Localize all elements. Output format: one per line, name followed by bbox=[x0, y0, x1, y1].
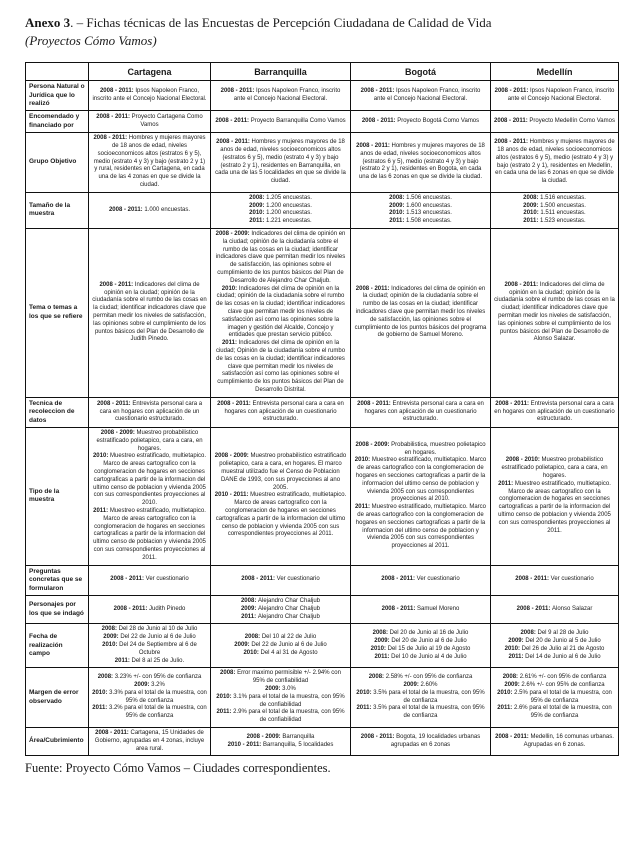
year-prefix: 2008: bbox=[244, 634, 262, 641]
cell-line: 2010: 3.3% para el total de la muestra, con 95% de confianza bbox=[92, 689, 207, 704]
cell-line: 2011: 3.5% para el total de la muestra, con 95% de confianza bbox=[356, 705, 485, 720]
cell-line: 2008 - 2011: Ipsos Napoleon Franco, inscrito ante el Concejo Nacional Electoral. bbox=[220, 87, 341, 102]
city-header: Medellín bbox=[491, 63, 619, 81]
row-label: Tema o temas a los que se refiere bbox=[26, 229, 89, 398]
year-prefix: 2009: bbox=[234, 641, 252, 648]
year-prefix: 2010: bbox=[102, 641, 120, 648]
header-row bbox=[26, 63, 619, 81]
table-cell bbox=[89, 397, 211, 427]
cell-line: 2009: Alejandro Char Chaljub bbox=[240, 605, 321, 612]
year-prefix: 2011: bbox=[354, 504, 372, 511]
year-prefix: 2011: bbox=[249, 218, 266, 225]
table-cell bbox=[351, 229, 491, 398]
table-cell bbox=[491, 668, 619, 728]
cell-line: 2009: 2.6% +/- con 95% de confianza bbox=[504, 682, 605, 689]
year-prefix: 2010: bbox=[243, 649, 261, 656]
year-prefix: 2009: bbox=[523, 202, 541, 209]
year-prefix: 2008 - 2011: bbox=[360, 87, 396, 94]
cell-line: 2011: Del 14 de Junio al 6 de Julio bbox=[508, 653, 601, 660]
year-prefix: 2008: bbox=[372, 630, 390, 637]
table-cell bbox=[491, 624, 619, 668]
table-cell bbox=[211, 428, 351, 566]
cell-line: 2009: 3.2% bbox=[134, 682, 165, 689]
year-prefix: 2008 - 2011: bbox=[99, 281, 135, 288]
year-prefix: 2009: bbox=[504, 682, 522, 689]
cell-line: 2010: 2.5% para el total de la muestra, con 95% de confianza bbox=[497, 689, 612, 704]
year-prefix: 2009: bbox=[389, 202, 407, 209]
year-prefix: 2010: bbox=[221, 285, 239, 292]
table-cell bbox=[351, 624, 491, 668]
cell-line: 2008: 1.205 encuestas. bbox=[249, 194, 312, 201]
table-cell bbox=[89, 428, 211, 566]
table-cell bbox=[351, 727, 491, 755]
table-cell bbox=[89, 727, 211, 755]
cell-line: 2008: 1.516 encuestas. bbox=[523, 194, 586, 201]
cell-line: 2008 - 2011: Entrevista personal cara a cara en hogares con aplicación de un cuestionario estructurado. bbox=[217, 400, 344, 423]
table-cell bbox=[491, 133, 619, 193]
year-prefix: 2008: bbox=[249, 194, 267, 201]
table-cell bbox=[211, 727, 351, 755]
year-prefix: 2008: bbox=[520, 630, 538, 637]
table-cell bbox=[89, 192, 211, 228]
table-row bbox=[26, 192, 619, 228]
row-label: Encomendado y financiado por bbox=[26, 111, 89, 133]
cell-line: 2008 - 2011: Alonso Salazar bbox=[516, 605, 593, 612]
table-cell bbox=[351, 428, 491, 566]
year-prefix: 2008: bbox=[368, 674, 386, 681]
year-prefix: 2011: bbox=[498, 480, 515, 487]
row-label: Fecha de realización campo bbox=[26, 624, 89, 668]
table-cell bbox=[351, 565, 491, 595]
cell-line: 2010: 1.511 encuestas. bbox=[523, 210, 586, 217]
year-prefix: 2009: bbox=[265, 685, 283, 692]
cell-line: 2008: Error maximo permisible +/- 2.94% con 95% de confiabilidad bbox=[220, 670, 341, 685]
year-prefix: 2008 - 2009: bbox=[214, 453, 251, 460]
cell-line: 2009: 1.200 encuestas. bbox=[249, 202, 312, 209]
cell-line: 2010: 1.513 encuestas. bbox=[389, 210, 452, 217]
year-prefix: 2008 - 2011: bbox=[108, 206, 145, 213]
row-label: Tamaño de la muestra bbox=[26, 192, 89, 228]
cell-line: 2011: Del 8 al 25 de Julio. bbox=[114, 657, 185, 664]
cell-line: 2008 - 2011: Entrevista personal cara a cara en hogares con aplicación de un cuestionario estructurado. bbox=[494, 400, 615, 423]
row-label: Grupo Objetivo bbox=[26, 133, 89, 193]
year-prefix: 2008 - 2011: bbox=[381, 576, 417, 583]
table-row bbox=[26, 595, 619, 623]
cell-line: 2010: Muestreo estratificado, multietapico. Marco de areas cartografico con la conglomeracion de hogares en secciones cartograficas a partir de la informacion del ultimo censo de poblacion y vivienda 2005 con sus correspondientes proyecciones al 2010. bbox=[92, 453, 207, 507]
fichas-tecnicas-table bbox=[25, 62, 619, 756]
year-prefix: 2011: bbox=[114, 657, 132, 664]
table-cell bbox=[351, 81, 491, 111]
year-prefix: 2010: bbox=[370, 645, 388, 652]
cell-line: 2008 - 2009: Probabilistica, muestreo polietapico en hogares. bbox=[355, 441, 486, 456]
cell-line: 2008 - 2011: Entrevista personal cara a cara en hogares con aplicación de un cuestionario estructurado. bbox=[357, 400, 484, 423]
year-prefix: 2008 - 2011: bbox=[93, 135, 129, 142]
cell-line: 2008 - 2011: Hombres y mujeres mayores de 18 anos de edad, niveles socioeconomicos altos (estratos 6 y 5), medio (estrato 4 y 3) y bajo (estrato 2 y 1), residentes en Bogota, en cada una de las 6 zonas en que se divide la ciudad. bbox=[356, 143, 485, 181]
year-prefix: 2010: bbox=[354, 457, 372, 464]
cell-line: 2008 - 2011: Medellin, 16 comunas urbanas. Agrupadas en 6 zonas. bbox=[495, 733, 614, 748]
cell-line: 2008: Del 20 de Junio al 16 de Julio bbox=[372, 630, 469, 637]
year-prefix: 2008: bbox=[502, 674, 520, 681]
cell-line: 2008 - 2011: Proyecto Bogotá Como Vamos bbox=[361, 117, 480, 124]
cell-line: 2010: 3.1% para el total de la muestra, con 95% de confiabilidad bbox=[216, 693, 345, 708]
year-prefix: 2008 - 2011: bbox=[504, 281, 540, 288]
year-prefix: 2009: bbox=[103, 634, 121, 641]
cell-line: 2008 - 2011: Hombres y mujeres mayores de 18 anos de edad, niveles socioeconomicos altos (estratos 6 y 5), medio (estrato 4 y 3) y bajo (estrato 2 y 1), residentes en Medellin, en cada una de las 6 zonas en que se divide la ciudad. bbox=[494, 139, 615, 185]
city-header: Cartagena bbox=[89, 63, 211, 81]
cell-line: 2011: Indicadores del clima de opinión en la ciudad; Opinión de la ciudadanía sobre el rumbo de las cosas en la ciudad; identificar indicadores clave que permitan medir los niveles de satisfacción así como las opiniones sobre el cumplimiento de los puntos básicos del Plan de Desarrollo Distrital. bbox=[215, 340, 346, 393]
year-prefix: 2008: bbox=[220, 670, 238, 677]
table-cell bbox=[89, 595, 211, 623]
cell-line: 2008 - 2011: Cartagena, 15 Unidades de Gobierno, agrupadas en 4 zonas, incluye area rural. bbox=[94, 729, 205, 752]
year-prefix: 2008 - 2011: bbox=[494, 139, 530, 146]
table-cell bbox=[89, 229, 211, 398]
cell-line: 2010: Muestreo estratificado, multietapico. Marco de areas cartografico con la conglomeracion de hogares en secciones cartograficas a partir de la informacion del ultimo censo de poblacion y vivienda 2005 con sus correspondientes proyecciones al 2010. bbox=[354, 457, 487, 503]
year-prefix: 2008 - 2011: bbox=[96, 114, 132, 121]
year-prefix: 2011: bbox=[241, 613, 258, 620]
year-prefix: 2008 - 2011: bbox=[515, 576, 551, 583]
source-footer: Fuente: Proyecto Cómo Vamos – Ciudades correspondientes. bbox=[25, 761, 331, 776]
year-prefix: 2010: bbox=[389, 210, 407, 217]
cell-line: 2010: Del 15 de Julio al 19 de Agosto bbox=[370, 645, 471, 652]
cell-line: 2011: 1.508 encuestas. bbox=[389, 218, 452, 225]
year-prefix: 2011: bbox=[508, 653, 526, 660]
year-prefix: 2008 - 2011: bbox=[361, 117, 398, 124]
year-prefix: 2011: bbox=[374, 653, 392, 660]
row-label: Persona Natural o Jurídica que lo realizó bbox=[26, 81, 89, 111]
cell-line: 2010: Indicadores del clima de opinión en la ciudad; opinión de la ciudadanía sobre el rumbo de las cosas en la ciudad; identificar indicadores clave que permitan medir los niveles de satisfacción así como las opiniones sobre la imagen y gestión del Alcalde, Concejo y entidades que prestan servicio público. bbox=[216, 285, 345, 339]
year-prefix: 2008 - 2011: bbox=[216, 139, 252, 146]
cell-line: 2008: 2.61% +/- con 95% de confianza bbox=[502, 674, 607, 681]
year-prefix: 2008 - 2011: bbox=[241, 576, 277, 583]
year-prefix: 2011: bbox=[221, 340, 239, 347]
year-prefix: 2009: bbox=[240, 605, 258, 612]
cell-line: 2008: 1.506 encuestas. bbox=[389, 194, 452, 201]
year-prefix: 2010: bbox=[356, 689, 374, 696]
row-label: Preguntas concretas que se formularon bbox=[26, 565, 89, 595]
table-cell bbox=[491, 565, 619, 595]
year-prefix: 2008 - 2011: bbox=[113, 605, 149, 612]
year-prefix: 2008 - 2009: bbox=[246, 733, 283, 740]
cell-line: 2008 - 2009: Indicadores del clima de opinión en la ciudad; opinión de la ciudadanía sobre el rumbo de las cosas en la ciudad; identificar indicadores clave que permitan medir los niveles de satisfacción, las opiniones sobre el cumplimiento de los puntos básicos del Plan de Desarrollo de Alejandro Char Chaljub. bbox=[215, 231, 346, 284]
year-prefix: 2008 - 2011: bbox=[96, 400, 133, 407]
cell-line: 2008 - 2011: Indicadores del clima de opinión en la ciudad; opinión de la ciudadanía sobre el rumbo de las cosas en la ciudad; identificar indicadores clave que permitan medir los niveles de satisfacción, las opiniones sobre el cumplimiento de los puntos básicos del programa de gobierno de Samuel Moreno. bbox=[354, 285, 487, 339]
cell-line: 2010: Del 24 de Septiembre al 6 de Octubre bbox=[102, 641, 197, 656]
table-cell bbox=[351, 397, 491, 427]
year-prefix: 2011: bbox=[92, 705, 109, 712]
cell-line: 2008 - 2011: Bogota, 19 localidades urbanas agrupadas en 6 zonas bbox=[360, 733, 481, 748]
table-cell bbox=[211, 565, 351, 595]
cell-line: 2008 - 2011: Hombres y mujeres mayores de 18 anos de edad, niveles socioeconomicos altos (estratos 6 y 5), medio (estrato 4 y 3) y bajo (estrato 2 y 1), residentes en Barranquilla, en cada una de las 5 localidades en que se divide la ciudad. bbox=[215, 139, 346, 185]
cell-line: 2010: Del 4 al 31 de Agosto bbox=[243, 649, 318, 656]
cell-line: 2008 - 2011: Proyecto Medellín Como Vamos bbox=[494, 117, 615, 124]
table-cell bbox=[491, 595, 619, 623]
cell-line: 2008 - 2011: Hombres y mujeres mayores de 18 anos de edad, niveles socioeconomicos altos (estratos 6 y 5), medio (estrato 4 y 3) y bajo (estrato 2 y 1) y rural, residentes en Cartagena, en cada una de las 4 zonas en que se divide la ciudad. bbox=[93, 135, 206, 189]
cell-line: 2008 - 2011: Entrevista personal cara a cara en hogares con aplicación de un cuestionario estructurado. bbox=[96, 400, 203, 423]
year-prefix: 2010: bbox=[249, 210, 267, 217]
table-cell bbox=[89, 133, 211, 193]
table-row bbox=[26, 668, 619, 728]
cell-line: 2008 - 2011: Ver cuestionario bbox=[110, 576, 189, 583]
cell-line: 2008 - 2009: Barranquilla bbox=[246, 733, 315, 740]
city-header: Barranquilla bbox=[211, 63, 351, 81]
year-prefix: 2008 - 2011: bbox=[217, 400, 253, 407]
table-cell bbox=[491, 428, 619, 566]
year-prefix: 2009: bbox=[508, 638, 526, 645]
year-prefix: 2008: bbox=[97, 674, 115, 681]
title-rest: . – Fichas técnicas de las Encuestas de Percepción Ciudadana de Calidad de Vida bbox=[70, 15, 492, 30]
cell-line: 2008 - 2011: Ipsos Napoleon Franco, inscrito ante el Concejo Nacional Electoral. bbox=[92, 87, 207, 102]
cell-line: 2009: 3.0% bbox=[265, 685, 296, 692]
year-prefix: 2010 - 2011: bbox=[214, 492, 251, 499]
cell-line: 2008 - 2011: Judith Pinedo bbox=[113, 605, 186, 612]
year-prefix: 2010: bbox=[216, 693, 234, 700]
cell-line: 2008 - 2009: Muestreo probabilistico estratificado polietapico, cara a cara, en hogares. bbox=[96, 430, 203, 452]
title-subtitle: (Proyectos Cómo Vamos) bbox=[25, 32, 157, 48]
year-prefix: 2008 - 2011: bbox=[357, 400, 393, 407]
cell-line: 2009: 2.60% bbox=[403, 682, 438, 689]
year-prefix: 2008 - 2011: bbox=[356, 143, 392, 150]
year-prefix: 2008 - 2011: bbox=[99, 87, 136, 94]
cell-line: 2011: Alejandro Char Chaljub bbox=[241, 613, 320, 620]
table-cell bbox=[211, 111, 351, 133]
table-cell bbox=[491, 727, 619, 755]
year-prefix: 2008 - 2011: bbox=[495, 733, 531, 740]
cell-line: 2008 - 2011: Indicadores del clima de opinión en la ciudad; opinión de la ciudadanía sobre el rumbo de las cosas en la ciudad; identificar indicadores clave que permitan medir los niveles de satisfacción, las opiniones sobre el cumplimiento de los puntos básicos del Plan de Desarrollo de Judith Pinedo. bbox=[92, 281, 207, 343]
table-cell bbox=[491, 111, 619, 133]
cell-line: 2008 - 2011: Samuel Moreno bbox=[381, 605, 460, 612]
table-cell bbox=[89, 668, 211, 728]
cell-line: 2009: Del 20 de Junio al 6 de Julio bbox=[374, 638, 467, 645]
table-cell bbox=[211, 192, 351, 228]
table-cell bbox=[211, 668, 351, 728]
table-row bbox=[26, 111, 619, 133]
cell-line: 2008: 2.58% +/- con 95% de confianza bbox=[368, 674, 473, 681]
cell-line: 2010: 3.5% para el total de la muestra, con 95% de confianza bbox=[356, 689, 485, 704]
cell-line: 2009: 1.600 encuestas. bbox=[389, 202, 452, 209]
year-prefix: 2009: bbox=[374, 638, 392, 645]
cell-line: 2011: 2.9% para el total de la muestra, con 95% de confiabilidad bbox=[216, 709, 345, 724]
cell-line: 2011: Muestreo estratificado, multietapico. Marco de areas cartografico con la conglomeracion de hogares en secciones cartograficas a partir de la informacion del ultimo censo de poblacion y vivienda 2005 con sus correspondientes proyecciones al 2011. bbox=[354, 504, 487, 550]
cell-line: 2008 - 2011: Ipsos Napoleon Franco, inscrito ante el Concejo Nacional Electoral. bbox=[494, 87, 615, 102]
cell-line: 2011: 1.221 encuestas. bbox=[249, 218, 312, 225]
table-cell bbox=[211, 595, 351, 623]
year-prefix: 2011: bbox=[356, 705, 374, 712]
table-cell bbox=[211, 81, 351, 111]
year-prefix: 2008 - 2011: bbox=[110, 576, 146, 583]
year-prefix: 2009: bbox=[403, 682, 421, 689]
table-cell bbox=[211, 133, 351, 193]
cell-line: 2011: 1.523 encuestas. bbox=[523, 218, 586, 225]
cell-line: 2008 - 2011: Ver cuestionario bbox=[515, 576, 594, 583]
year-prefix: 2009: bbox=[134, 682, 152, 689]
table-cell bbox=[491, 397, 619, 427]
year-prefix: 2009: bbox=[249, 202, 267, 209]
cell-line: 2008: Alejandro Char Chaljub bbox=[240, 597, 321, 604]
row-label: Tecnica de recoleccion de datos bbox=[26, 397, 89, 427]
year-prefix: 2008 - 2009: bbox=[215, 231, 252, 238]
corner-cell bbox=[26, 63, 89, 81]
cell-line: 2009: Del 22 de Junio al 6 de Julio bbox=[103, 634, 196, 641]
table-row bbox=[26, 133, 619, 193]
table-cell bbox=[351, 668, 491, 728]
year-prefix: 2008 - 2011: bbox=[95, 729, 131, 736]
cell-line: 2008 - 2011: Indicadores del clima de opinión en la ciudad; opinión de la ciudadanía sobre el rumbo de las cosas en la ciudad; identificar indicadores clave que permitan medir los niveles de satisfacción, las opiniones sobre el cumplimiento de los puntos básicos del Plan de Desarrollo de Alonso Salazar. bbox=[494, 281, 615, 343]
year-prefix: 2010: bbox=[523, 210, 541, 217]
year-prefix: 2008 - 2010: bbox=[505, 457, 542, 464]
cell-line: 2010: Del 26 de Julio al 21 de Agosto bbox=[504, 645, 605, 652]
table-row bbox=[26, 397, 619, 427]
year-prefix: 2008 - 2011: bbox=[360, 733, 397, 740]
year-prefix: 2011: bbox=[523, 218, 540, 225]
year-prefix: 2008 - 2011: bbox=[494, 117, 530, 124]
cell-line: 2008: Del 9 al 28 de Julio bbox=[520, 630, 589, 637]
year-prefix: 2008: bbox=[523, 194, 541, 201]
cell-line: 2008 - 2011: Ipsos Napoleon Franco, inscrito ante el Concejo Nacional Electoral. bbox=[360, 87, 481, 102]
year-prefix: 2008 - 2011: bbox=[215, 117, 251, 124]
table-cell bbox=[351, 111, 491, 133]
table-cell bbox=[351, 192, 491, 228]
table-cell bbox=[491, 229, 619, 398]
year-prefix: 2008 - 2009: bbox=[355, 441, 392, 448]
table-cell bbox=[211, 229, 351, 398]
cell-line: 2008: Del 28 de Junio al 10 de Julio bbox=[101, 626, 198, 633]
table-cell bbox=[351, 133, 491, 193]
table-cell bbox=[211, 397, 351, 427]
cell-line: 2010: 1.200 encuestas. bbox=[249, 210, 312, 217]
cell-line: 2011: Muestreo estratificado, multietapico. Marco de areas cartografico con la conglomeracion de hogares en secciones cartograficas a partir de la informacion del ultimo censo de poblacion y vivienda 2005 con sus correspondientes proyecciones al 2011. bbox=[93, 508, 206, 561]
table-cell bbox=[89, 624, 211, 668]
table-row bbox=[26, 565, 619, 595]
cell-line: 2011: 2.6% para el total de la muestra, con 95% de confianza bbox=[497, 705, 612, 720]
cell-line: 2008 - 2011: Proyecto Cartagena Como Vamos bbox=[96, 114, 203, 128]
cell-line: 2008 - 2011: 1.000 encuestas. bbox=[108, 206, 191, 213]
year-prefix: 2008 - 2011: bbox=[495, 400, 531, 407]
row-label: Personajes por los que se indagó bbox=[26, 595, 89, 623]
cell-line: 2009: Del 22 de Junio al 6 de Julio bbox=[234, 641, 327, 648]
cell-line: 2008 - 2010: Muestreo probabilistico estratificado polietapico, cara a cara, en hogares. bbox=[501, 457, 608, 479]
cell-line: 2008: 3.23% +/- con 95% de confianza bbox=[97, 674, 202, 681]
year-prefix: 2010: bbox=[497, 689, 515, 696]
cell-line: 2009: Del 20 de Junio al 5 de Julio bbox=[508, 638, 601, 645]
year-prefix: 2008 - 2011: bbox=[494, 87, 530, 94]
title-anexo-label: Anexo 3 bbox=[25, 15, 71, 30]
table-cell bbox=[89, 111, 211, 133]
table-cell bbox=[211, 624, 351, 668]
table-row bbox=[26, 81, 619, 111]
cell-line: 2008: Del 10 al 22 de Julio bbox=[244, 634, 317, 641]
cell-line: 2008 - 2011: Proyecto Barranquilla Como Vamos bbox=[215, 117, 346, 124]
year-prefix: 2008 - 2011: bbox=[381, 605, 417, 612]
year-prefix: 2010: bbox=[504, 645, 522, 652]
city-header: Bogotá bbox=[351, 63, 491, 81]
document-title bbox=[25, 14, 600, 49]
cell-line: 2010 - 2011: Barranquilla, 5 localidades bbox=[227, 741, 334, 748]
row-label: Área/Cubrimiento bbox=[26, 727, 89, 755]
cell-line: 2011: 3.2% para el total de la muestra, con 95% de confianza bbox=[92, 705, 207, 720]
table-row bbox=[26, 229, 619, 398]
table-cell bbox=[351, 595, 491, 623]
year-prefix: 2008 - 2011: bbox=[516, 605, 552, 612]
year-prefix: 2011: bbox=[216, 709, 234, 716]
year-prefix: 2008: bbox=[389, 194, 407, 201]
cell-line: 2008 - 2009: Muestreo probabilistico estratificado polietapico, cara a cara, en hogares. El marco muestral utilizado fue el Censo de Poblacion DANE de 1993, con sus proyecciones al ano 2005. bbox=[214, 453, 347, 491]
cell-line: 2008 - 2011: Ver cuestionario bbox=[381, 576, 460, 583]
cell-line: 2008 - 2011: Ver cuestionario bbox=[241, 576, 320, 583]
year-prefix: 2011: bbox=[497, 705, 514, 712]
year-prefix: 2010 - 2011: bbox=[227, 741, 263, 748]
row-label: Margen de error observado bbox=[26, 668, 89, 728]
table-cell bbox=[89, 81, 211, 111]
year-prefix: 2008 - 2011: bbox=[220, 87, 256, 94]
table-cell bbox=[491, 192, 619, 228]
cell-line: 2011: Del 10 de Junio al 4 de Julio bbox=[374, 653, 467, 660]
year-prefix: 2010: bbox=[92, 453, 110, 460]
year-prefix: 2008 - 2009: bbox=[100, 430, 137, 437]
table-cell bbox=[89, 565, 211, 595]
cell-line: 2009: 1.500 encuestas. bbox=[523, 202, 586, 209]
year-prefix: 2010: bbox=[92, 689, 110, 696]
year-prefix: 2011: bbox=[389, 218, 406, 225]
table-row bbox=[26, 428, 619, 566]
table-row bbox=[26, 624, 619, 668]
table-row bbox=[26, 727, 619, 755]
year-prefix: 2011: bbox=[93, 508, 110, 515]
year-prefix: 2008 - 2011: bbox=[355, 285, 392, 292]
year-prefix: 2008: bbox=[240, 597, 258, 604]
table-cell bbox=[491, 81, 619, 111]
row-label: Tipo de la muestra bbox=[26, 428, 89, 566]
cell-line: 2010 - 2011: Muestreo estratificado, multietapico. Marco de areas cartografico con la conglomeracion de hogares en secciones cartograficas a partir de la informacion del ultimo censo de poblacion y vivienda 2005 con sus correspondientes proyecciones al 2011. bbox=[214, 492, 347, 538]
cell-line: 2011: Muestreo estratificado, multietapico. Marco de areas cartografico con la conglomeracion de hogares en secciones cartograficas a partir de la informacion del ultimo censo de poblacion y vivienda 2005 con sus correspondientes proyecciones al 2011. bbox=[498, 480, 611, 534]
year-prefix: 2008: bbox=[101, 626, 119, 633]
